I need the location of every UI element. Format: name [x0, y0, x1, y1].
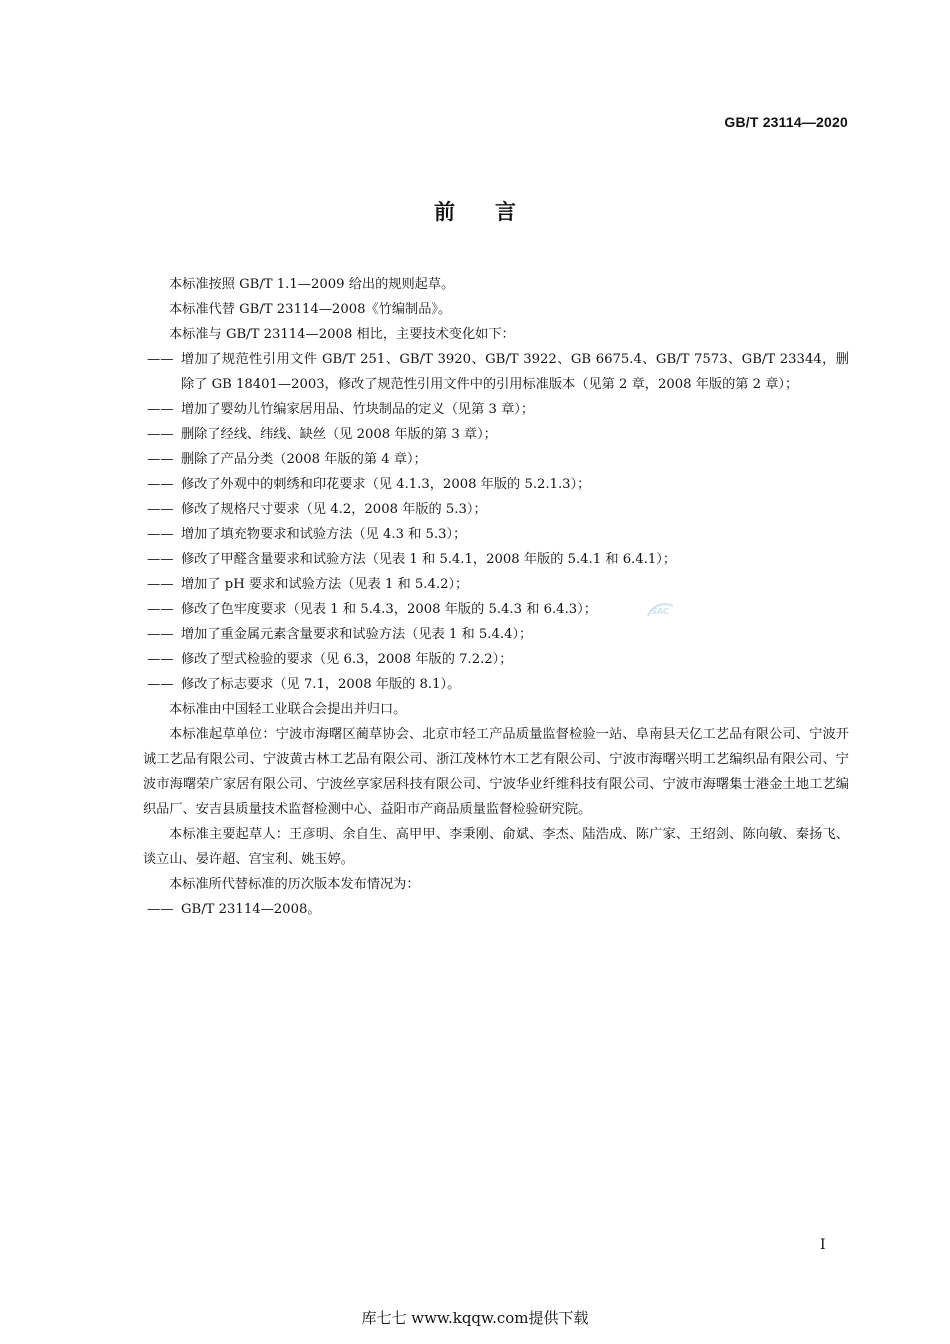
list-item-text: 修改了外观中的刺绣和印花要求（见 4.1.3，2008 年版的 5.2.1.3）；: [181, 477, 591, 492]
list-item: [143, 572, 849, 597]
dash: ——: [147, 577, 174, 592]
list-item-text: 修改了色牢度要求（见表 1 和 5.4.3，2008 年版的 5.4.3 和 6.4.3）；: [181, 602, 597, 617]
dash: ——: [147, 627, 174, 642]
list-item-text: 增加了婴幼儿竹编家居用品、竹块制品的定义（见第 3 章）；: [181, 402, 535, 417]
list-item: [143, 622, 849, 647]
changes-list: [143, 347, 849, 697]
list-item: [143, 447, 849, 472]
list-item: [143, 672, 849, 697]
list-item: [143, 547, 849, 572]
list-item-text: 修改了甲醛含量要求和试验方法（见表 1 和 5.4.1，2008 年版的 5.4.1 和 6.4.1）；: [181, 552, 677, 567]
paragraph-drafters: 本标准主要起草人：王彦明、余自生、高甲甲、李秉刚、俞斌、李杰、陆浩成、陈广家、王绍剑、陈向敏、秦扬飞、谈立山、晏许超、宫宝利、姚玉婷。: [143, 827, 849, 867]
list-item-text: 删除了经线、纬线、缺丝（见 2008 年版的第 3 章）；: [181, 427, 497, 442]
list-item: [143, 347, 849, 397]
list-item-text: 删除了产品分类（2008 年版的第 4 章）；: [181, 452, 427, 467]
dash: ——: [147, 402, 174, 417]
list-item: [143, 422, 849, 447]
paragraph-drafting-units: 本标准起草单位：宁波市海曙区蔺草协会、北京市轻工产品质量监督检验一站、阜南县天亿工艺品有限公司、宁波开诚工艺品有限公司、宁波黄古林工艺品有限公司、浙江茂林竹木工艺有限公司、宁波市海曙兴明工艺编织品有限公司、宁波市海曙荣广家居有限公司、宁波丝享家居科技有限公司、宁波华业纤维科技有限公司、宁波市海曙集士港金土地工艺编织品厂、安吉县质量技术监督检测中心、益阳市产商品质量监督检验研究院。: [143, 727, 849, 817]
dash: ——: [147, 427, 174, 442]
list-item-text: 增加了重金属元素含量要求和试验方法（见表 1 和 5.4.4）；: [181, 627, 533, 642]
page-number: I: [820, 1237, 826, 1253]
dash: ——: [147, 502, 174, 517]
page-title: 前言: [434, 200, 556, 224]
paragraph-changes-intro: 本标准与 GB/T 23114—2008 相比，主要技术变化如下：: [169, 327, 515, 342]
list-item: [143, 522, 849, 547]
list-item: [143, 397, 849, 422]
list-item: [143, 597, 849, 622]
dash: ——: [147, 652, 174, 667]
paragraph-drafting-rules: 本标准按照 GB/T 1.1—2009 给出的规则起草。: [169, 277, 455, 292]
list-item-text: 修改了标志要求（见 7.1，2008 年版的 8.1）。: [181, 677, 461, 692]
svg-text:SAC: SAC: [651, 607, 669, 616]
dash: ——: [147, 902, 174, 917]
list-item-text: 修改了型式检验的要求（见 6.3，2008 年版的 7.2.2）；: [181, 652, 513, 667]
list-item: [143, 497, 849, 522]
document-body: [143, 272, 849, 922]
history-item-text: GB/T 23114—2008。: [181, 902, 321, 917]
dash: ——: [147, 352, 174, 367]
paragraph-replaces: 本标准代替 GB/T 23114—2008《竹编制品》。: [169, 302, 452, 317]
list-item-text: 增加了 pH 要求和试验方法（见表 1 和 5.4.2）；: [181, 577, 469, 592]
list-item-text: 增加了规范性引用文件 GB/T 251、GB/T 3920、GB/T 3922、GB 6675.4、GB/T 7573、GB/T 23344，删除了 GB 18401—2003，修改了规范性引用文件中的引用标准版本（见第 2 章，2008 年版的第 2 章）；: [181, 352, 849, 392]
paragraph-proposer: 本标准由中国轻工业联合会提出并归口。: [169, 702, 407, 717]
list-item-text: 修改了规格尺寸要求（见 4.2，2008 年版的 5.3）；: [181, 502, 487, 517]
dash: ——: [147, 527, 174, 542]
dash: ——: [147, 602, 174, 617]
dash: ——: [147, 677, 174, 692]
dash: ——: [147, 552, 174, 567]
list-item: [143, 472, 849, 497]
history-item: [143, 897, 849, 922]
list-item-text: 增加了填充物要求和试验方法（见 4.3 和 5.3）；: [181, 527, 467, 542]
dash: ——: [147, 477, 174, 492]
standard-code: GB/T 23114—2020: [724, 114, 848, 130]
list-item: [143, 647, 849, 672]
dash: ——: [147, 452, 174, 467]
paragraph-history-intro: 本标准所代替标准的历次版本发布情况为：: [169, 877, 420, 892]
footer-download-note: 库七七 www.kqqw.com提供下载: [361, 1309, 589, 1327]
sac-watermark-logo: [645, 600, 675, 620]
